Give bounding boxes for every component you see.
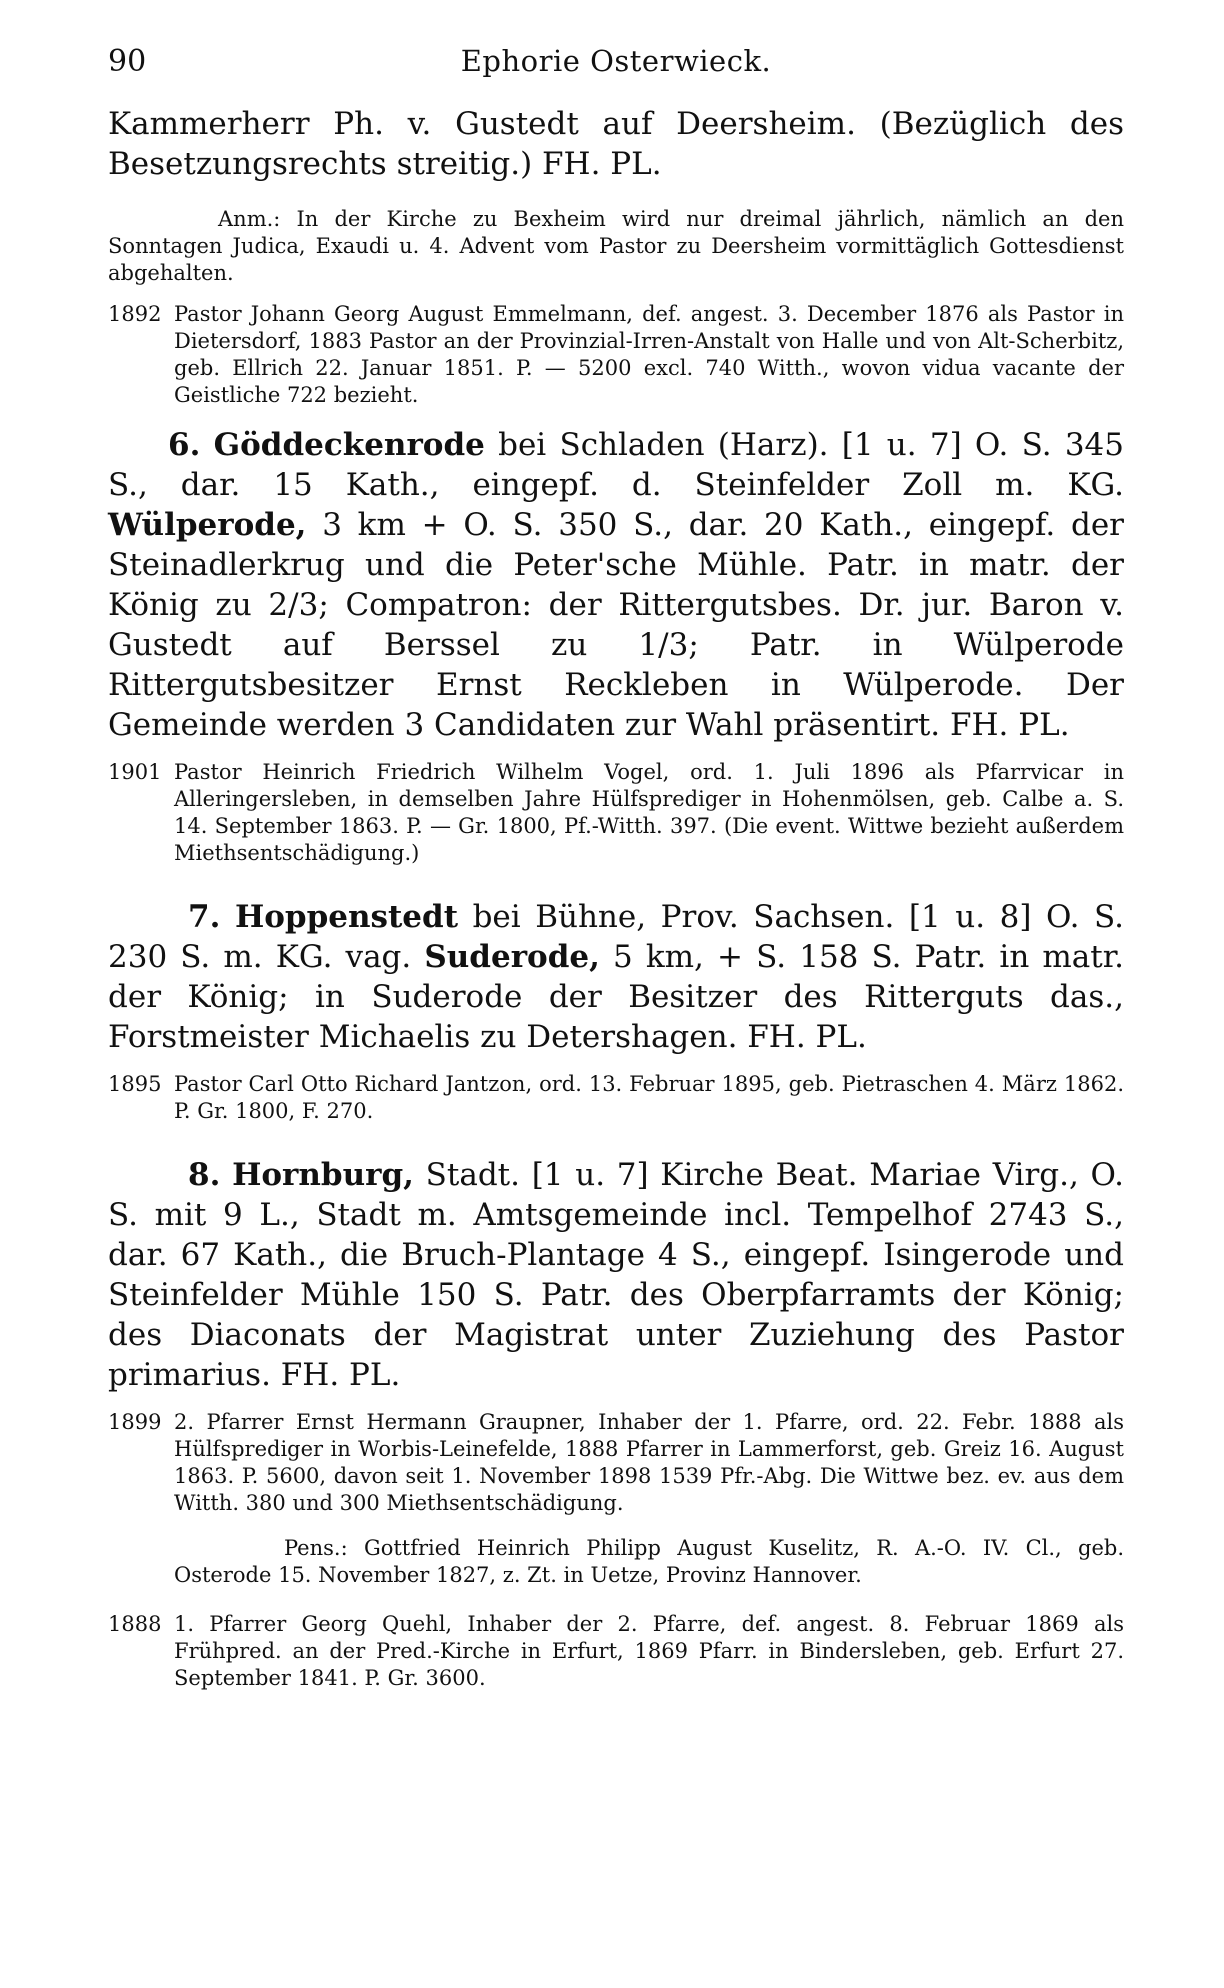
subplace-name: Suderode, <box>424 939 600 975</box>
clergy-entry <box>108 1409 1124 1517</box>
section-text: bei Schladen (Harz). [1 u. 7] O. S. 345 S., dar. 15 Kath., eingepf. d. Steinfelder Zoll m. KG. <box>108 427 1124 503</box>
place-name: Hornburg, <box>232 1157 414 1193</box>
entry-year: 1892 <box>108 302 162 326</box>
entry-text: 2. Pfarrer Ernst Hermann Graupner, Inhaber der 1. Pfarre, ord. 22. Febr. 1888 als Hülfsprediger in Worbis-Leinefelde, 1888 Pfarrer in Lammerforst, geb. Greiz 16. August 1863. P. 5600, davon seit 1. November 1898 1539 Pfr.-Abg. Die Wittwe bez. ev. aus dem Witth. 380 und 300 Miethsentschädigung. <box>174 1410 1124 1515</box>
running-head: Ephorie Osterwieck. <box>460 44 772 78</box>
clergy-entry <box>108 1611 1124 1692</box>
pensioner-text: Pens.: Gottfried Heinrich Philipp August Kuselitz, R. A.-O. IV. Cl., geb. Osterode 15. November 1827, z. Zt. in Uetze, Provinz Hannover. <box>174 1536 1124 1587</box>
entry-year: 1899 <box>108 1410 162 1434</box>
parish-section-7 <box>108 897 1124 1057</box>
entry-year: 1888 <box>108 1612 162 1636</box>
entry-text: 1. Pfarrer Georg Quehl, Inhaber der 2. Pfarre, def. angest. 8. Februar 1869 als Frühpred. an der Pred.-Kirche in Erfurt, 1869 Pfarr. in Bindersleben, geb. Erfurt 27. September 1841. P. Gr. 3600. <box>174 1612 1124 1690</box>
entry-text: Pastor Heinrich Friedrich Wilhelm Vogel, ord. 1. Juli 1896 als Pfarrvicar in Alleringersleben, in demselben Jahre Hülfsprediger in Hohenmölsen, geb. Calbe a. S. 14. September 1863. P. — Gr. 1800, Pf.-Witth. 397. (Die event. Wittwe bezieht außerdem Miethsentschädigung.) <box>174 760 1124 865</box>
page-header <box>108 44 1124 104</box>
section-number: 7. <box>188 899 221 935</box>
clergy-entry <box>108 759 1124 867</box>
entry-text: Pastor Carl Otto Richard Jantzon, ord. 13. Februar 1895, geb. Pietraschen 4. März 1862. P. Gr. 1800, F. 270. <box>174 1072 1124 1123</box>
section-text: Stadt. [1 u. 7] Kirche Beat. Mariae Virg., O. S. mit 9 L., Stadt m. Amtsgemeinde incl. Tempelhof 2743 S., dar. 67 Kath., die Bruch-Plantage 4 S., eingepf. Isingerode und Steinfelder Mühle 150 S. Patr. des Oberpfarramts der König; des Diaconats der Magistrat unter Zuziehung des Pastor primarius. FH. PL. <box>108 1157 1124 1393</box>
place-name: Hoppenstedt <box>234 899 459 935</box>
clergy-entry <box>108 301 1124 409</box>
subplace-name: Wülperode, <box>108 507 307 543</box>
parish-section-8 <box>108 1155 1124 1395</box>
clergy-entry <box>108 1071 1124 1125</box>
pensioner-block <box>108 1535 1124 1589</box>
section-number: 6. <box>168 427 201 463</box>
entry-year: 1901 <box>108 760 162 784</box>
section-text: bei Bühne, Prov. Sachsen. [1 u. 8] O. S. 230 S. m. KG. vag. <box>108 899 1124 975</box>
parish-section-6 <box>108 425 1124 745</box>
section-text-continued: 3 km + O. S. 350 S., dar. 20 Kath., eingepf. der Steinadlerkrug und die Peter'sche Mühle. Patr. in matr. der König zu 2/3; Compatron: der Rittergutsbes. Dr. jur. Baron v. Gustedt auf Berssel zu 1/3; Patr. in Wülperode Rittergutsbesitzer Ernst Reckleben in Wülperode. Der Gemeinde werden 3 Candidaten zur Wahl präsentirt. FH. PL. <box>108 507 1124 743</box>
entry-year: 1895 <box>108 1072 162 1096</box>
entry-text: Pastor Johann Georg August Emmelmann, def. angest. 3. December 1876 als Pastor in Dietersdorf, 1883 Pastor an der Provinzial-Irren-Anstalt von Halle und von Alt-Scherbitz, geb. Ellrich 22. Januar 1851. P. — 5200 excl. 740 Witth., wovon vidua vacante der Geistliche 722 bezieht. <box>174 302 1124 407</box>
section-text-continued: 5 km, + S. 158 S. Patr. in matr. der König; in Suderode der Besitzer des Ritterguts das., Forstmeister Michaelis zu Detershagen. FH. PL. <box>108 939 1125 1055</box>
page-number: 90 <box>108 44 147 79</box>
intro-paragraph: Kammerherr Ph. v. Gustedt auf Deersheim. (Bezüglich des Besetzungsrechts streitig.) FH. PL. <box>108 106 1124 182</box>
intro-note: Anm.: In der Kirche zu Bexheim wird nur dreimal jährlich, nämlich an den Sonntagen Judica, Exaudi u. 4. Advent vom Pastor zu Deersheim vormittäglich Gottesdienst abgehalten. <box>108 207 1124 285</box>
place-name: Göddeckenrode <box>213 427 485 463</box>
section-number: 8. <box>188 1157 221 1193</box>
